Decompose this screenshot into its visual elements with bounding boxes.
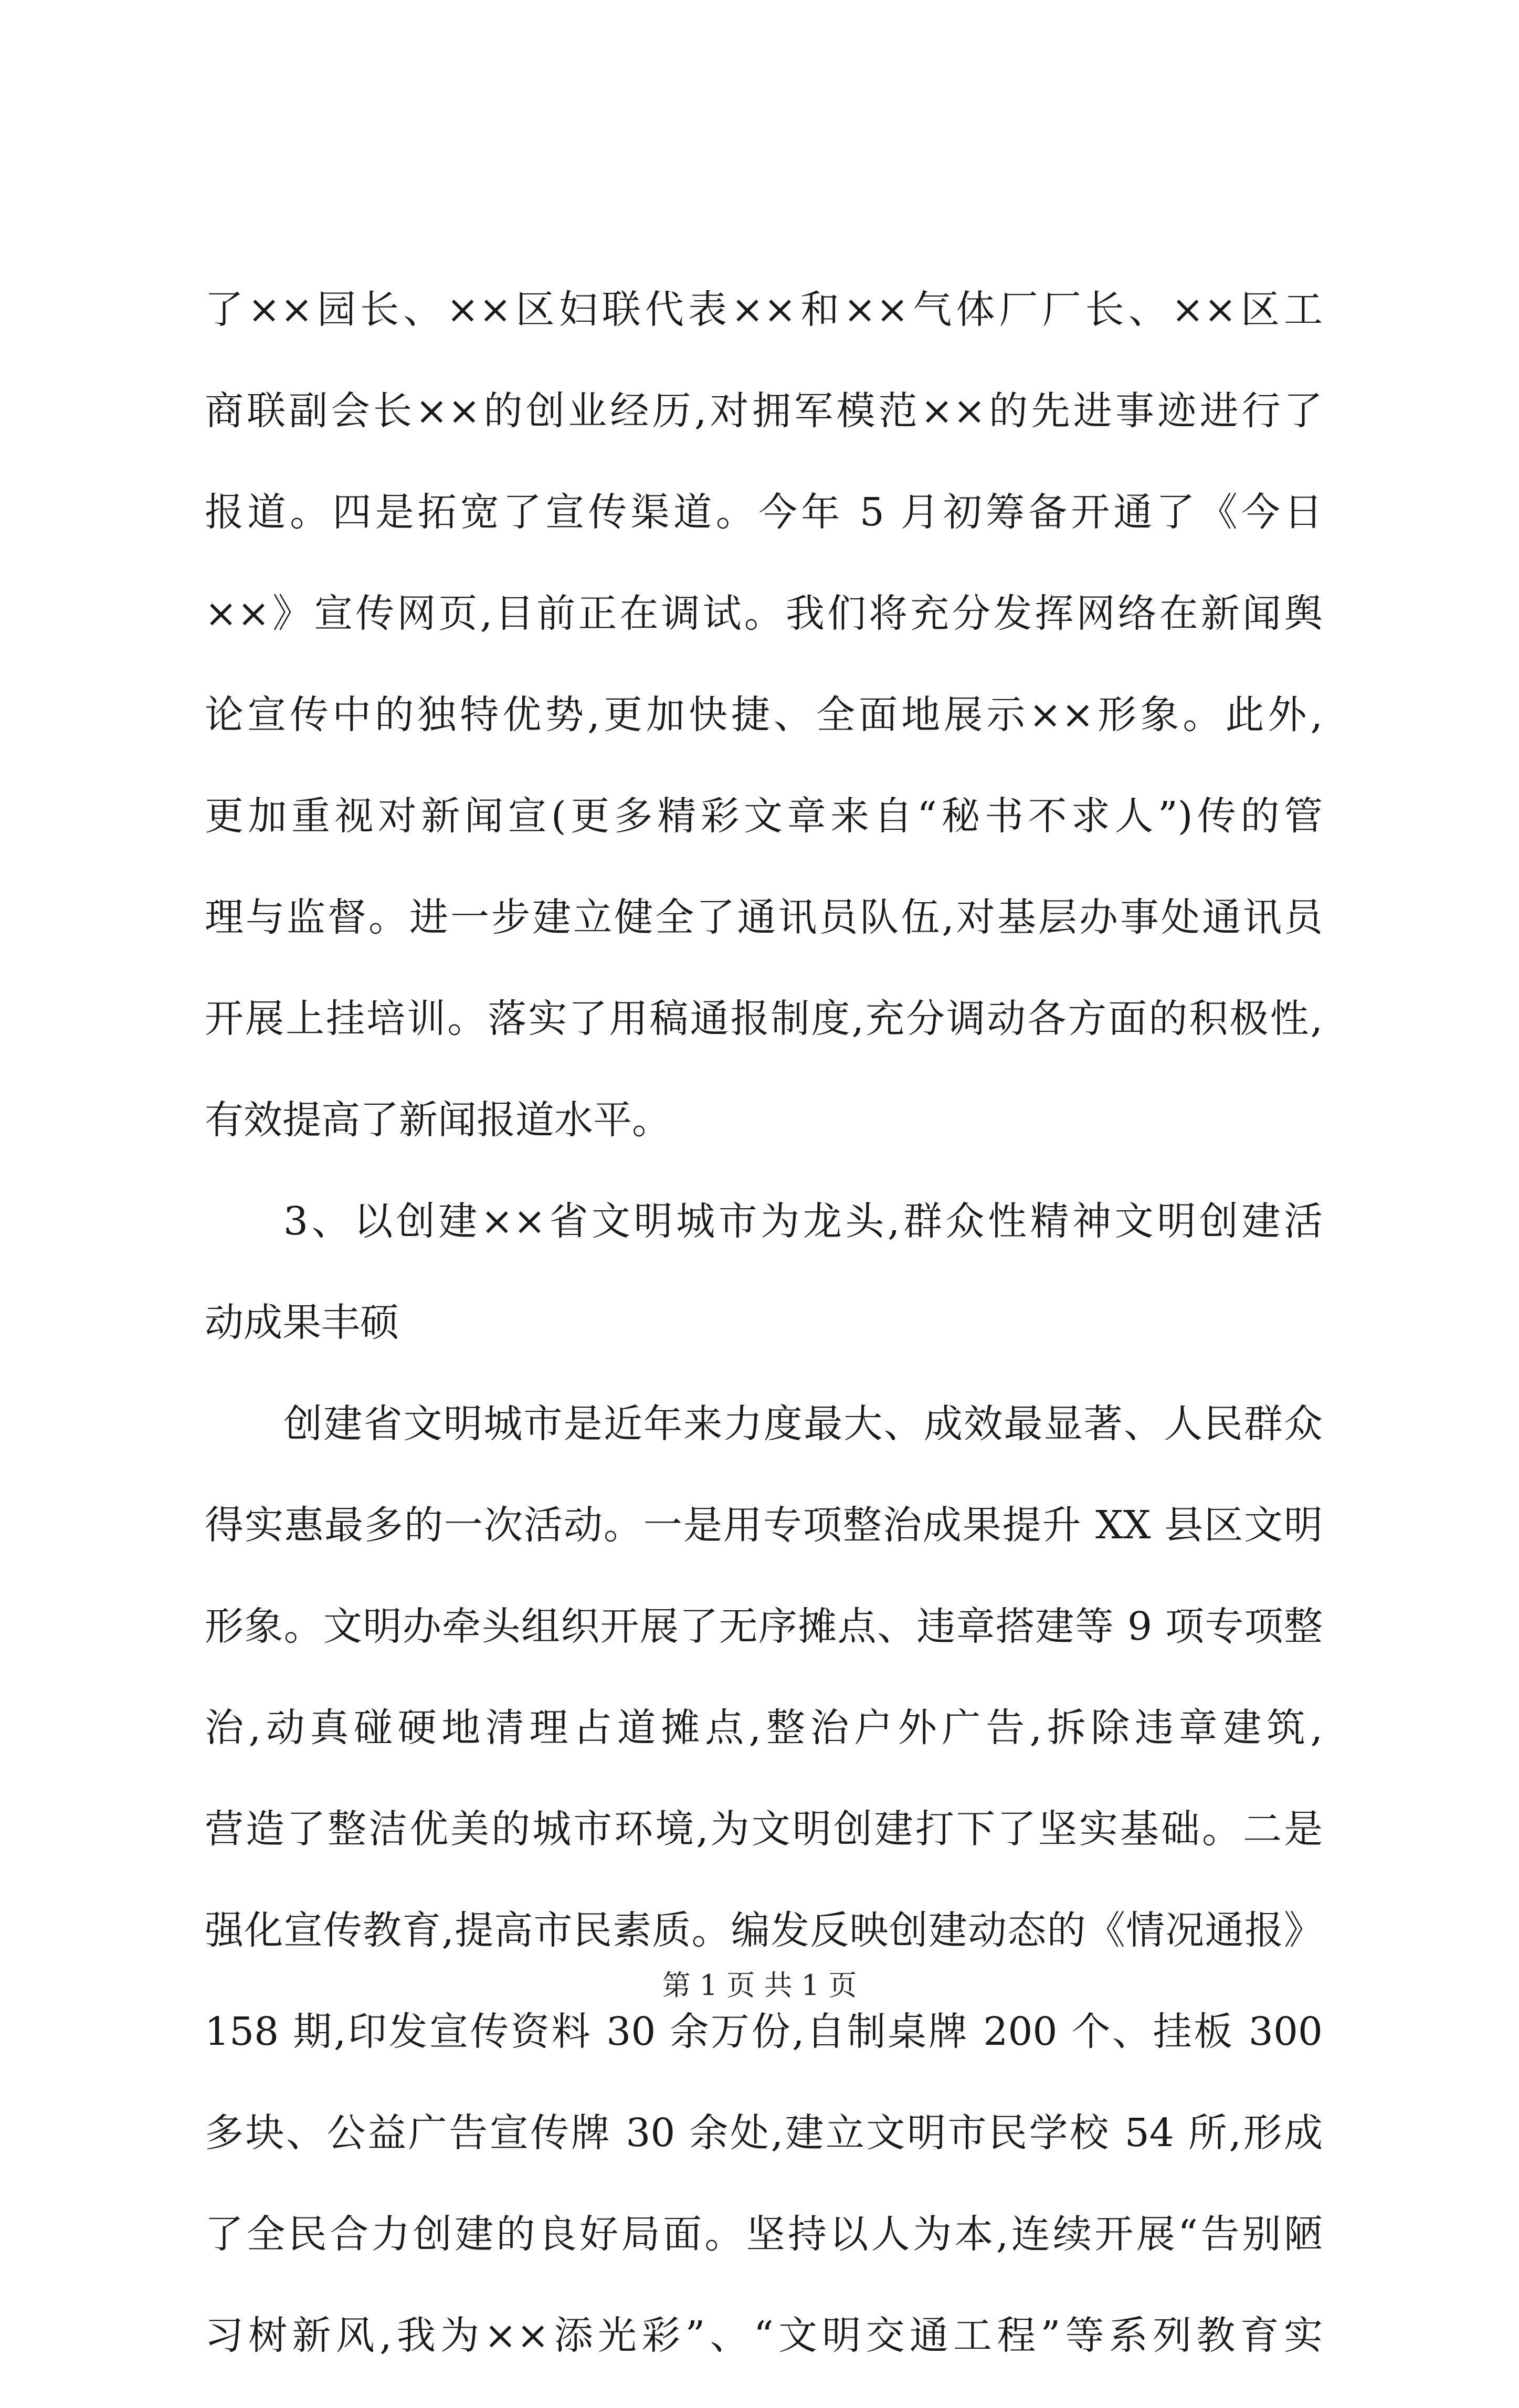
text-line: 了全民合力创建的良好局面。坚持以人为本,连续开展“告别陋	[205, 2212, 1323, 2257]
text-line: 开展上挂培训。落实了用稿通报制度,充分调动各方面的积极性,	[205, 996, 1323, 1041]
text-line: 理与监督。进一步建立健全了通讯员队伍,对基层办事处通讯员	[205, 895, 1323, 940]
text-line: 习树新风,我为××添光彩”、“文明交通工程”等系列教育实	[205, 2313, 1323, 2358]
text-line: ××》宣传网页,目前正在调试。我们将充分发挥网络在新闻舆	[205, 591, 1323, 636]
body-text	[205, 281, 1323, 2408]
text-line: 创建省文明城市是近年来力度最大、成效最显著、人民群众	[283, 1401, 1323, 1446]
text-line: 更加重视对新闻宣(更多精彩文章来自“秘书不求人”)传的管	[205, 794, 1323, 839]
section-heading-line: 3、以创建××省文明城市为龙头,群众性精神文明创建活	[283, 1199, 1323, 1244]
text-line: 多块、公益广告宣传牌 30 余处,建立文明市民学校 54 所,形成	[205, 2110, 1323, 2156]
text-line: 得实惠最多的一次活动。一是用专项整治成果提升 XX 县区文明	[205, 1503, 1323, 1548]
text-line: 商联副会长××的创业经历,对拥军模范××的先进事迹进行了	[205, 388, 1323, 434]
text-line: 了××园长、××区妇联代表××和××气体厂厂长、××区工	[205, 287, 1323, 332]
page-number-footer: 第 1 页 共 1 页	[662, 1969, 857, 2002]
text-line: 强化宣传教育,提高市民素质。编发反映创建动态的《情况通报》	[205, 1908, 1323, 1953]
text-line: 治,动真碰硬地清理占道摊点,整治户外广告,拆除违章建筑,	[205, 1705, 1323, 1750]
text-line: 形象。文明办牵头组织开展了无序摊点、违章搭建等 9 项专项整	[205, 1604, 1323, 1649]
text-line: 营造了整洁优美的城市环境,为文明创建打下了坚实基础。二是	[205, 1807, 1323, 1852]
text-line: 有效提高了新闻报道水平。	[205, 1097, 671, 1143]
text-line: 报道。四是拓宽了宣传渠道。今年 5 月初筹备开通了《今日	[205, 490, 1323, 535]
section-heading-line: 动成果丰硕	[205, 1300, 399, 1345]
text-line: 论宣传中的独特优势,更加快捷、全面地展示××形象。此外,	[205, 692, 1323, 737]
text-line: 158 期,印发宣传资料 30 余万份,自制桌牌 200 个、挂板 300	[205, 2009, 1323, 2054]
